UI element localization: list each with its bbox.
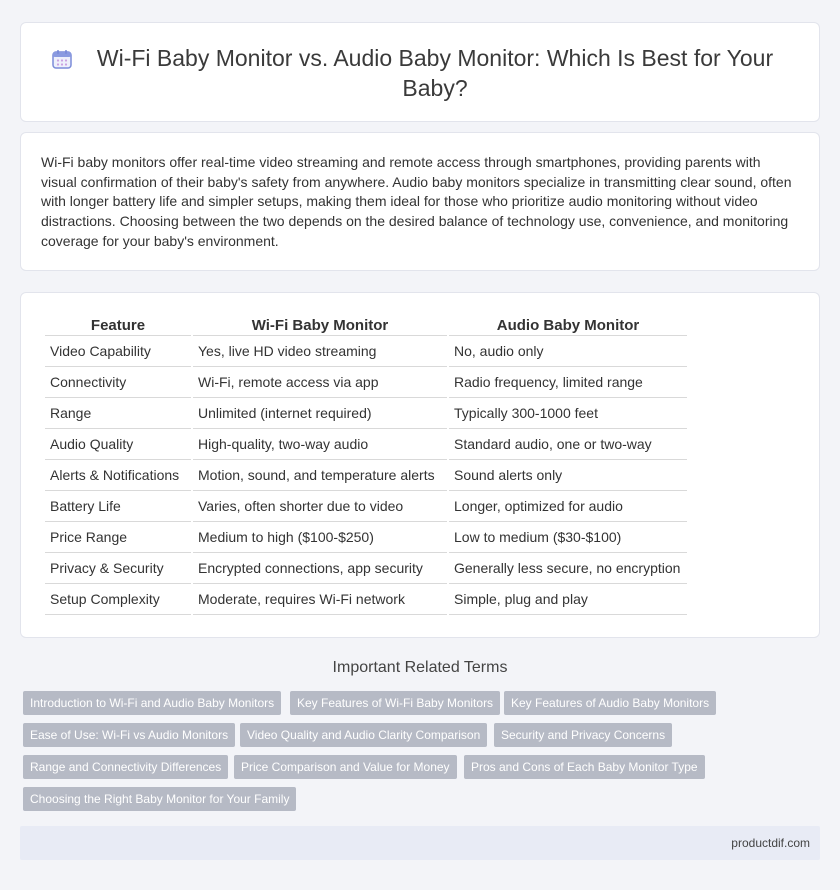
intro-paragraph: Wi-Fi baby monitors offer real-time video streaming and remote access through smartphones, providing parents with visual confirmation of their baby's safety from anywhere. Audio baby monitors specialize in transmitting clear sound, often with longer battery life and simpler setups, making them ideal for those who prioritize audio monitoring without video distractions. Choosing between the two depends on the desired balance of technology use, convenience, and monitoring coverage for your baby's environment. <box>41 154 792 249</box>
audio-cell: Simple, plug and play <box>449 584 687 615</box>
table-row <box>45 584 687 615</box>
wifi-cell: High-quality, two-way audio <box>193 429 447 460</box>
header-feature: Feature <box>45 315 191 336</box>
related-tag[interactable]: Introduction to Wi-Fi and Audio Baby Monitors <box>23 691 281 715</box>
table-row <box>45 336 687 367</box>
related-tag[interactable]: Key Features of Wi-Fi Baby Monitors <box>290 691 500 715</box>
audio-cell: Sound alerts only <box>449 460 687 491</box>
table-row <box>45 429 687 460</box>
header-audio-monitor: Audio Baby Monitor <box>449 315 687 336</box>
related-tag[interactable]: Security and Privacy Concerns <box>494 723 672 747</box>
header-card <box>20 22 820 122</box>
related-tag[interactable]: Range and Connectivity Differences <box>23 755 228 779</box>
audio-cell: No, audio only <box>449 336 687 367</box>
wifi-cell: Unlimited (internet required) <box>193 398 447 429</box>
audio-cell: Low to medium ($30-$100) <box>449 522 687 553</box>
feature-cell: Price Range <box>45 522 191 553</box>
comparison-table-card <box>20 292 820 638</box>
feature-cell: Alerts & Notifications <box>45 460 191 491</box>
feature-cell: Audio Quality <box>45 429 191 460</box>
table-row <box>45 460 687 491</box>
footer-site[interactable]: productdif.com <box>731 836 810 850</box>
related-tag[interactable]: Pros and Cons of Each Baby Monitor Type <box>464 755 705 779</box>
related-terms-title: Important Related Terms <box>332 659 508 676</box>
wifi-cell: Motion, sound, and temperature alerts <box>193 460 447 491</box>
header-wifi-monitor: Wi-Fi Baby Monitor <box>193 315 447 336</box>
related-tag[interactable]: Price Comparison and Value for Money <box>234 755 457 779</box>
wifi-cell: Moderate, requires Wi-Fi network <box>193 584 447 615</box>
page-title: Wi-Fi Baby Monitor vs. Audio Baby Monitor: Which Is Best for Your Baby? <box>96 45 774 101</box>
table-row <box>45 553 687 584</box>
audio-cell: Longer, optimized for audio <box>449 491 687 522</box>
feature-cell: Range <box>45 398 191 429</box>
related-tag[interactable]: Key Features of Audio Baby Monitors <box>504 691 716 715</box>
feature-cell: Privacy & Security <box>45 553 191 584</box>
related-tag[interactable]: Choosing the Right Baby Monitor for Your Family <box>23 787 296 811</box>
wifi-cell: Varies, often shorter due to video <box>193 491 447 522</box>
wifi-cell: Encrypted connections, app security <box>193 553 447 584</box>
related-tag[interactable]: Video Quality and Audio Clarity Comparison <box>240 723 487 747</box>
table-header-row <box>45 315 687 336</box>
table-row <box>45 367 687 398</box>
table-row <box>45 398 687 429</box>
wifi-cell: Medium to high ($100-$250) <box>193 522 447 553</box>
feature-cell: Setup Complexity <box>45 584 191 615</box>
table-row <box>45 522 687 553</box>
feature-cell: Connectivity <box>45 367 191 398</box>
wifi-cell: Wi-Fi, remote access via app <box>193 367 447 398</box>
related-tag[interactable]: Ease of Use: Wi-Fi vs Audio Monitors <box>23 723 235 747</box>
audio-cell: Generally less secure, no encryption <box>449 553 687 584</box>
table-row <box>45 491 687 522</box>
feature-cell: Video Capability <box>45 336 191 367</box>
intro-card <box>20 132 820 271</box>
comparison-table <box>43 315 689 615</box>
footer <box>20 826 820 860</box>
audio-cell: Standard audio, one or two-way <box>449 429 687 460</box>
wifi-cell: Yes, live HD video streaming <box>193 336 447 367</box>
feature-cell: Battery Life <box>45 491 191 522</box>
audio-cell: Radio frequency, limited range <box>449 367 687 398</box>
audio-cell: Typically 300-1000 feet <box>449 398 687 429</box>
